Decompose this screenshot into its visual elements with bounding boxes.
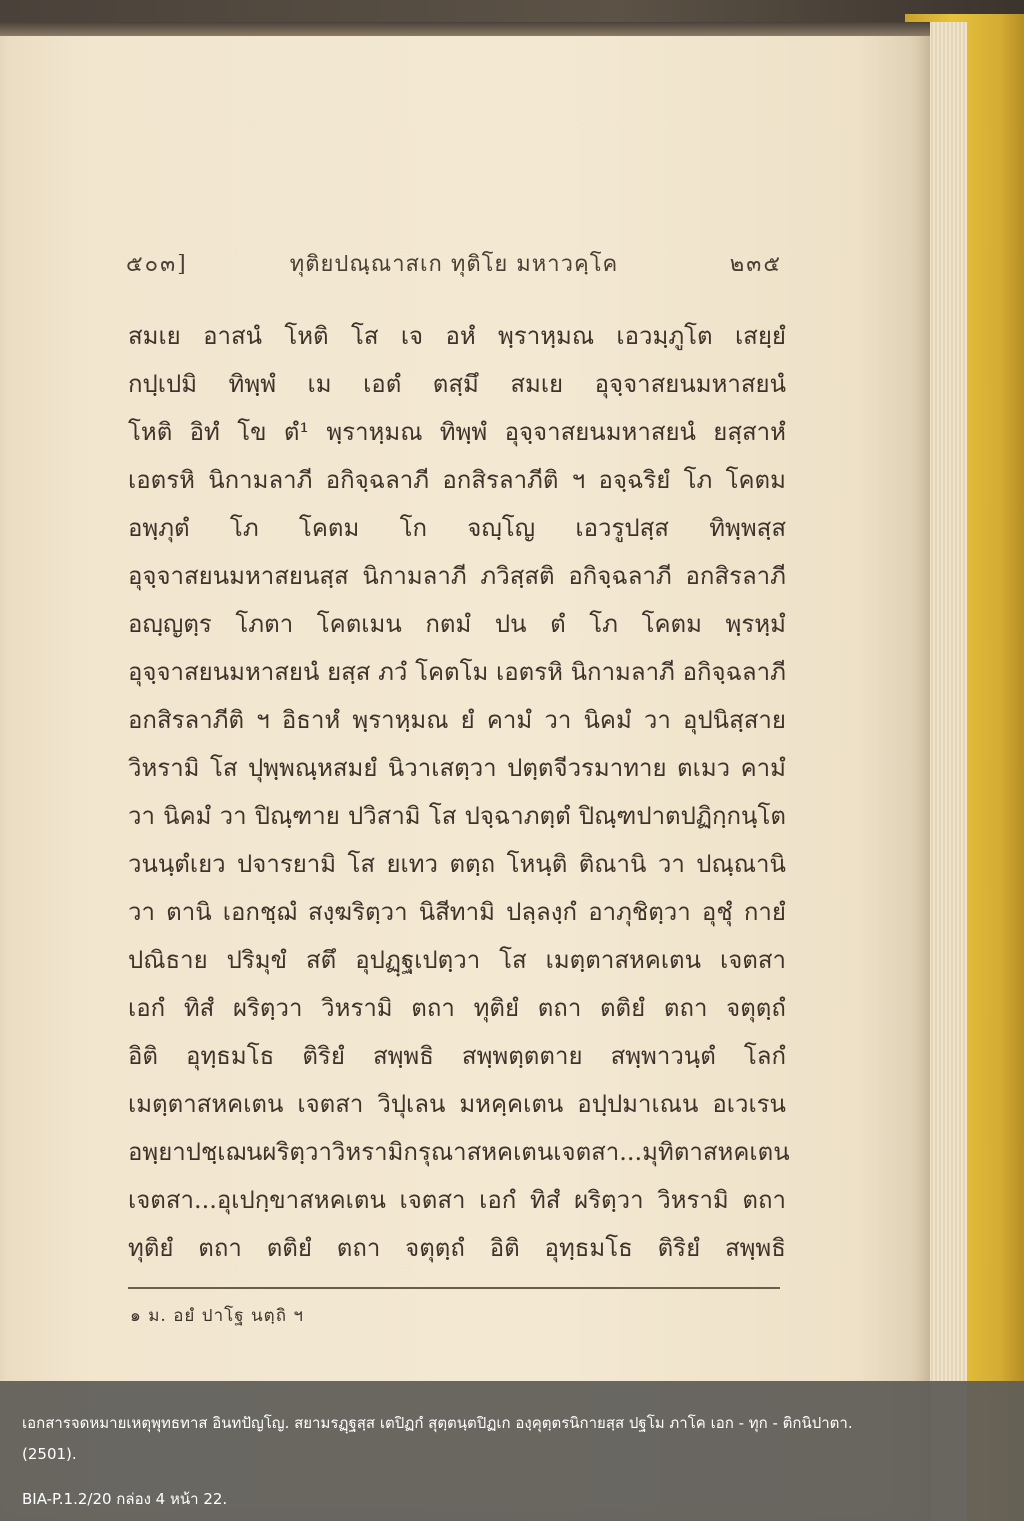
- word: ตสฺมึ: [432, 370, 479, 398]
- word: โส: [347, 850, 376, 878]
- text-line: [128, 1080, 786, 1128]
- word: อญฺญตฺร: [128, 610, 212, 638]
- word: สพฺพธิ: [724, 1234, 786, 1262]
- running-title: ทุติยปณฺณาสเก ทุติโย มหาวคฺโค: [289, 252, 619, 277]
- word: เอกํ: [479, 1186, 517, 1214]
- word: นิกามลาภี: [570, 658, 675, 686]
- word: เมตฺตาสหคเตน: [128, 1090, 284, 1118]
- word: ตตฺถ: [449, 850, 496, 878]
- word: ปณฺณานิ: [696, 850, 786, 878]
- word: โส: [428, 802, 457, 830]
- word: สพฺพาวนฺตํ: [610, 1042, 716, 1070]
- word: ปจฺฉาภตฺตํ: [464, 802, 571, 830]
- word: จตุตฺถํ: [726, 994, 786, 1022]
- text-line: [128, 936, 786, 984]
- word: โคตโม: [415, 658, 489, 686]
- word: ยเทว: [386, 850, 439, 878]
- word: พฺรหฺมํ: [725, 610, 786, 638]
- word: ปริมุขํ: [226, 946, 288, 974]
- word: โลกํ: [743, 1042, 786, 1070]
- body-text: [128, 312, 790, 1272]
- text-line: [128, 1032, 786, 1080]
- word: ทิสํ: [183, 994, 215, 1022]
- word: ทิพฺพสฺส: [709, 514, 786, 542]
- word: ยสฺส: [327, 658, 371, 686]
- word: โหติ: [128, 418, 173, 446]
- word: อเวเรน: [712, 1090, 786, 1118]
- word: โส: [350, 322, 379, 350]
- word: วา: [544, 706, 572, 734]
- word: วา: [128, 898, 155, 926]
- word: อกิจฺฉลาภี: [682, 658, 786, 686]
- text-line: [128, 696, 786, 744]
- word: เอตรหิ: [496, 658, 563, 686]
- word: วา: [219, 802, 247, 830]
- word: ภวํ: [378, 658, 408, 686]
- word: อุชุํ: [701, 898, 733, 926]
- word: ตานิ: [166, 898, 212, 926]
- word: เอตรหิ: [128, 466, 195, 494]
- word: ปน: [494, 610, 527, 638]
- word: วา: [128, 802, 155, 830]
- word: ตถา: [198, 1234, 242, 1262]
- word: อหํ: [445, 322, 476, 350]
- word: ติณานิ: [578, 850, 647, 878]
- word: สพฺพธิ: [372, 1042, 434, 1070]
- word: ปณิธาย: [128, 946, 208, 974]
- word: อิติ: [489, 1234, 520, 1262]
- word: โภ: [589, 610, 618, 638]
- word: กรุณาสหคเตน: [403, 1138, 554, 1166]
- word: ตํ¹: [283, 418, 310, 446]
- word: เจ: [400, 322, 424, 350]
- word: เอกํ: [128, 994, 166, 1022]
- text-line: [128, 1176, 786, 1224]
- word: สพฺพตฺตตาย: [461, 1042, 583, 1070]
- word: ตติยํ: [599, 994, 646, 1022]
- word: เอวมฺภูโต: [616, 322, 713, 350]
- text-line: [128, 600, 786, 648]
- page-number: ๒๓๕: [729, 252, 782, 277]
- word: อุจฺจาสยนมหาสยนํ: [594, 370, 786, 398]
- word: วา: [657, 850, 685, 878]
- word: วิหรามิ: [128, 754, 200, 782]
- word: อิธาหํ: [281, 706, 341, 734]
- word: โคตม: [725, 466, 786, 494]
- word: สงฺฆริตฺวา: [307, 898, 408, 926]
- word: โส: [499, 946, 527, 974]
- page-top-shadow: [0, 22, 930, 36]
- word: กตมํ: [425, 610, 472, 638]
- word: ปลฺลงฺกํ: [506, 898, 577, 926]
- word: วิหรามิ: [331, 1138, 404, 1166]
- word: ติริยํ: [657, 1234, 701, 1262]
- word: ปตฺตจีวรมาทาย: [507, 754, 667, 782]
- word: ติริยํ: [302, 1042, 345, 1070]
- word: ทิพฺพํ: [228, 370, 277, 398]
- word: ทุติยํ: [473, 994, 520, 1022]
- word: ฯ: [571, 466, 586, 494]
- word: โก: [399, 514, 427, 542]
- word: พฺราหฺมณ: [326, 418, 423, 446]
- word: ปวิสามิ: [347, 802, 421, 830]
- word: ทิสํ: [529, 1186, 561, 1214]
- word: อุจฺจาสยนมหาสยนสฺส: [128, 562, 349, 590]
- word: ปจารยามิ: [237, 850, 337, 878]
- word: ตถา: [336, 1234, 381, 1262]
- word: ปุพฺพณฺหสมยํ: [247, 754, 378, 782]
- word: โภตา: [235, 610, 294, 638]
- word: นิคมํ: [163, 802, 212, 830]
- word: อุจฺจาสยนมหาสยนํ: [504, 418, 696, 446]
- word: พฺราหฺมณ: [352, 706, 449, 734]
- word: เอตํ: [363, 370, 402, 398]
- word: โคตม: [641, 610, 702, 638]
- text-line: [128, 552, 786, 600]
- word: สมเย: [510, 370, 564, 398]
- word: ตถา: [742, 1186, 786, 1214]
- word: อปฺปมาเณน: [577, 1090, 699, 1118]
- footnote: ๑ ม. อยํ ปาโฐ นตฺถิ ฯ: [130, 1306, 304, 1326]
- word: วิหรามิ: [657, 1186, 729, 1214]
- text-line: [128, 1128, 790, 1176]
- word: เจตสา: [399, 1186, 466, 1214]
- word: อุปนิสฺสาย: [683, 706, 786, 734]
- word: เอกชฺฌํ: [222, 898, 297, 926]
- word: วิหรามิ: [321, 994, 393, 1022]
- running-head: [126, 242, 782, 286]
- word: ตถา: [537, 994, 582, 1022]
- word: อิทํ: [189, 418, 220, 446]
- word: โภ: [229, 514, 259, 542]
- word: อุทฺธมโธ: [544, 1234, 633, 1262]
- word: ผริตฺวา: [262, 1138, 332, 1166]
- word: ยสฺสาหํ: [713, 418, 786, 446]
- text-line: [128, 648, 786, 696]
- word: ทุติยํ: [128, 1234, 174, 1262]
- word: อุทฺธมโธ: [186, 1042, 275, 1070]
- word: โส: [209, 754, 238, 782]
- word: นิกามลาภี: [362, 562, 467, 590]
- word: วิปุเลน: [377, 1090, 446, 1118]
- word: สมเย: [128, 322, 181, 350]
- word: โหนฺติ: [506, 850, 568, 878]
- word: จญฺโญ: [467, 514, 536, 542]
- word: เอวรูปสฺส: [575, 514, 669, 542]
- text-line: [128, 456, 786, 504]
- word: คามํ: [740, 754, 786, 782]
- word: อกิจฺฉลาภี: [568, 562, 672, 590]
- word: นิคมํ: [583, 706, 632, 734]
- text-line: [128, 312, 786, 360]
- word: เมตฺตาสหคเตน: [545, 946, 702, 974]
- word: กปฺเปมิ: [128, 370, 198, 398]
- word: โภ: [683, 466, 713, 494]
- text-line: [128, 792, 786, 840]
- word: ทิพฺพํ: [439, 418, 488, 446]
- word: ฯ: [256, 706, 270, 734]
- text-line: [128, 984, 786, 1032]
- word: ยํ: [460, 706, 475, 734]
- word: วนนฺตํเยว: [128, 850, 226, 878]
- caption-title: เอกสารจดหมายเหตุพุทธทาส อินทปัญโญ. สยามรฏฺฐสฺส เตปิฏกํ สุตฺตนฺตปิฏเก องฺคุตฺตรนิกายสฺส ปฐโม ภาโค เอก - ทุก - ติกนิปาตา.: [22, 1414, 853, 1432]
- word: เจตสา...: [553, 1138, 643, 1166]
- word: ภวิสฺสติ: [480, 562, 555, 590]
- archive-caption-bar: [0, 1381, 1024, 1521]
- text-line: [128, 1224, 786, 1272]
- word: สตึ: [305, 946, 337, 974]
- word: อกสิรลาภีติ: [128, 706, 245, 734]
- word: เจตสา: [720, 946, 786, 974]
- word: อุจฺจาสยนมหาสยนํ: [128, 658, 320, 686]
- word: ตถา: [663, 994, 708, 1022]
- word: ปิณฺฑาย: [254, 802, 340, 830]
- word: โคตเมน: [316, 610, 402, 638]
- word: ตติยํ: [266, 1234, 312, 1262]
- word: อกสิรลาภี: [685, 562, 786, 590]
- word: อุปฏฺฐเปตฺวา: [355, 946, 481, 974]
- word: เจตสา: [297, 1090, 364, 1118]
- word: พฺราหฺมณ: [498, 322, 595, 350]
- word: เสยฺยํ: [734, 322, 786, 350]
- word: ตเมว: [677, 754, 731, 782]
- word: จตุตฺถํ: [405, 1234, 465, 1262]
- text-line: [128, 888, 786, 936]
- word: วา: [643, 706, 671, 734]
- caption-year: (2501).: [22, 1445, 77, 1463]
- word: อพฺยาปชฺเฌน: [128, 1138, 263, 1166]
- word: นิสีทามิ: [418, 898, 495, 926]
- word: อกิจฺฉลาภี: [325, 466, 430, 494]
- text-line: [128, 840, 786, 888]
- word: มหคฺคเตน: [459, 1090, 564, 1118]
- word: กายํ: [743, 898, 786, 926]
- word: เจตสา...อุเปกฺขาสหคเตน: [128, 1186, 386, 1214]
- word: อพฺภุตํ: [128, 514, 190, 542]
- footnote-rule: [128, 1287, 780, 1289]
- text-line: [128, 504, 786, 552]
- caption-reference: BIA-P.1.2/20 กล่อง 4 หน้า 22.: [22, 1490, 228, 1508]
- word: โข: [237, 418, 267, 446]
- word: มุทิตาสหคเตน: [642, 1138, 790, 1166]
- word: โคตม: [298, 514, 360, 542]
- word: โหติ: [284, 322, 329, 350]
- text-line: [128, 360, 786, 408]
- word: อาภุชิตฺวา: [588, 898, 691, 926]
- word: ปิณฺฑปาตปฏิกฺกนฺโต: [578, 802, 786, 830]
- word: ผริตฺวา: [232, 994, 303, 1022]
- word: เม: [307, 370, 332, 398]
- word: นิวาเสตฺวา: [387, 754, 497, 782]
- word: อิติ: [128, 1042, 158, 1070]
- section-number: ๕๐๓]: [126, 252, 188, 277]
- word: นิกามลาภี: [208, 466, 313, 494]
- text-line: [128, 744, 786, 792]
- word: คามํ: [486, 706, 533, 734]
- word: อกสิรลาภีติ: [442, 466, 559, 494]
- word: ตํ: [550, 610, 566, 638]
- text-line: [128, 408, 786, 456]
- word: ตถา: [411, 994, 455, 1022]
- word: อจฺฉริยํ: [598, 466, 671, 494]
- word: ผริตฺวา: [574, 1186, 644, 1214]
- word: อาสนํ: [203, 322, 263, 350]
